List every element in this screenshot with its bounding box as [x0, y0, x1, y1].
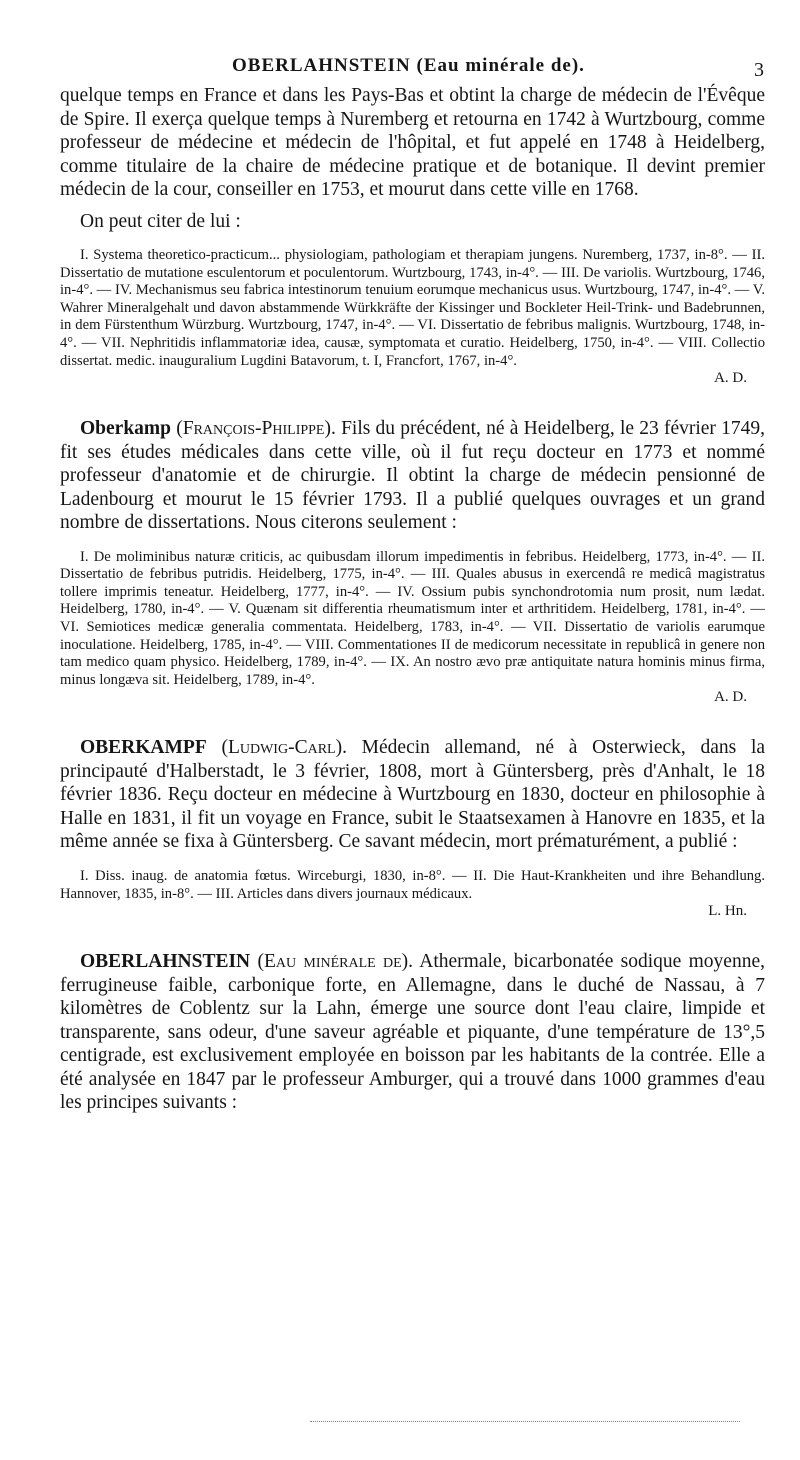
entry-given-names: (François-Philippe).	[176, 418, 336, 440]
running-title: OBERLAHNSTEIN (Eau minérale de).	[232, 55, 585, 76]
works-list: I. Systema theoretico-practicum... physiologiam, pathologiam et therapiam jungens. Nuremberg, 1737, in-8°. — II. Dissertatio de mutatione esculentorum et poculentorum. Wurtzbourg, 1743, in-4°. — III. De variolis. Wurtzbourg, 1746, in-4°. — IV. Mechanismus seu fabrica intestinorum tenuium eorumque mechanicus usus. Wurtzbourg, 1747, in-4°. — V. Wahrer Mineralgehalt und davon abstammende Würkkräfte der Kissinger und Bockleter Heil-Trink- und Badebrunnen, in dem Fürstenthum Würzburg. Wurtzbourg, 1747, in-4°. — VI. Dissertatio de febribus malignis. Wurtzbourg, 1748, in-4°. — VII. Nephritidis inflammatoriæ idea, causæ, symptomata et curatio. Heidelberg, 1750, in-4°. — VIII. Collectio dissertat. medic. inauguralium Lugdini Batavorum, t. I, Francfort, 1767, in-4°.	[60, 247, 765, 369]
entry-oberkamp-text	[60, 417, 765, 535]
author-signature: A. D.	[714, 689, 747, 706]
entry-oberkampf-text	[60, 736, 765, 854]
footer-rule	[310, 1421, 740, 1423]
entry-continuation	[60, 84, 765, 387]
entry-body: Athermale, bicarbonatée sodique moyenne, ferrugineuse faible, carbonique forte, en Allemagne, dans le duché de Nassau, à 7 kilomètres de Coblentz sur la Lahn, émerge une source dont l'eau claire, limpide et transparente, sans odeur, d'une saveur agréable et piquante, d'une température de 13°,5 centigrade, est exclusivement employée en boisson par les habitants de la contrée. Elle a été analysée en 1847 par le professeur Amburger, qui a trouvé dans 1000 grammes d'eau les principes suivants :	[60, 951, 765, 1114]
page-number: 3	[754, 59, 764, 81]
works-intro: On peut citer de lui :	[80, 210, 241, 232]
running-head	[0, 55, 800, 81]
entry-headword: OBERLAHNSTEIN	[80, 951, 251, 973]
works-list: I. De moliminibus naturæ criticis, ac quibusdam illorum impedimentis in febribus. Heidelberg, 1773, in-4°. — II. Dissertatio de febribus putridis. Heidelberg, 1775, in-4°. — III. Quales abusus in exercendâ re medicâ magistratus tollere imprimis teneatur. Heidelberg, 1777, in-4°. — IV. Ossium pubis synchondrotomia num prosit, num lædat. Heidelberg, 1780, in-4°. — V. Quænam sit differentia rheumatismum inter et arthritidem. Heidelberg, 1781, in-4°. — VI. Semiotices medicæ generalia commentata. Heidelberg, 1783, in-4°. — VII. Dissertatio de variolis earumque inoculatione. Heidelberg, 1785, in-4°. — VIII. Commentationes II de medicorum necessitate in republicâ in genere non tam medico quam physico. Heidelberg, 1789, in-4°. — IX. An nostro ævo præ antiquitate natura hominis minus firma, minus longæva sit. Heidelberg, 1789, in-4°.	[60, 548, 765, 688]
entry-oberkampf	[60, 736, 765, 920]
author-signature: A. D.	[714, 370, 747, 387]
entry-oberlahnstein	[60, 950, 765, 1115]
entry-given-names: (Ludwig-Carl).	[221, 737, 347, 759]
entry-continuation-text: quelque temps en France et dans les Pays-Bas et obtint la charge de médecin de l'Évêque de Spire. Il exerça quelque temps à Nuremberg et retourna en 1742 à Wurtzbourg, comme professeur de médecine et médecin de l'hôpital, et fut appelé en 1748 à Heidelberg, comme titulaire de la chaire de médecine pratique et de botanique. Il devint premier médecin de la cour, conseiller en 1753, et mourut dans cette ville en 1768.	[60, 85, 765, 200]
entry-body: Fils du précédent, né à Heidelberg, le 23 février 1749, fit ses études médicales dans cette ville, où il fut reçu docteur en 1773 et nommé professeur d'anatomie et de chirurgie. Il obtint la charge de médecin pensionné de Ladenbourg et mourut le 15 février 1793. Il a publié quelques ouvrages et un grand nombre de dissertations. Nous citerons seulement :	[60, 418, 766, 534]
entry-given-names: (Eau minérale de).	[257, 951, 414, 973]
author-signature: L. Hn.	[708, 903, 747, 920]
page-body	[60, 84, 765, 1115]
entry-oberkamp	[60, 417, 765, 706]
entry-oberlahnstein-text	[60, 950, 765, 1115]
entry-body: Médecin allemand, né à Osterwieck, dans la principauté d'Halberstadt, le 3 février, 1808, mort à Güntersberg, près d'Anhalt, le 18 février 1836. Reçu docteur en médecine à Wurtzbourg en 1830, docteur en philosophie à Halle en 1831, il fit un voyage en France, subit le Staatsexamen à Hanovre en 1835, et la même année se fixa à Güntersberg. Ce savant médecin, mort prématurément, a publié :	[60, 737, 766, 853]
entry-headword: OBERKAMPF	[80, 737, 207, 759]
entry-headword: Oberkamp	[80, 418, 172, 440]
works-list: I. Diss. inaug. de anatomia fœtus. Wirceburgi, 1830, in-8°. — II. Die Haut-Krankheiten und ihre Behandlung. Hannover, 1835, in-8°. — III. Articles dans divers journaux médicaux.	[60, 867, 765, 902]
